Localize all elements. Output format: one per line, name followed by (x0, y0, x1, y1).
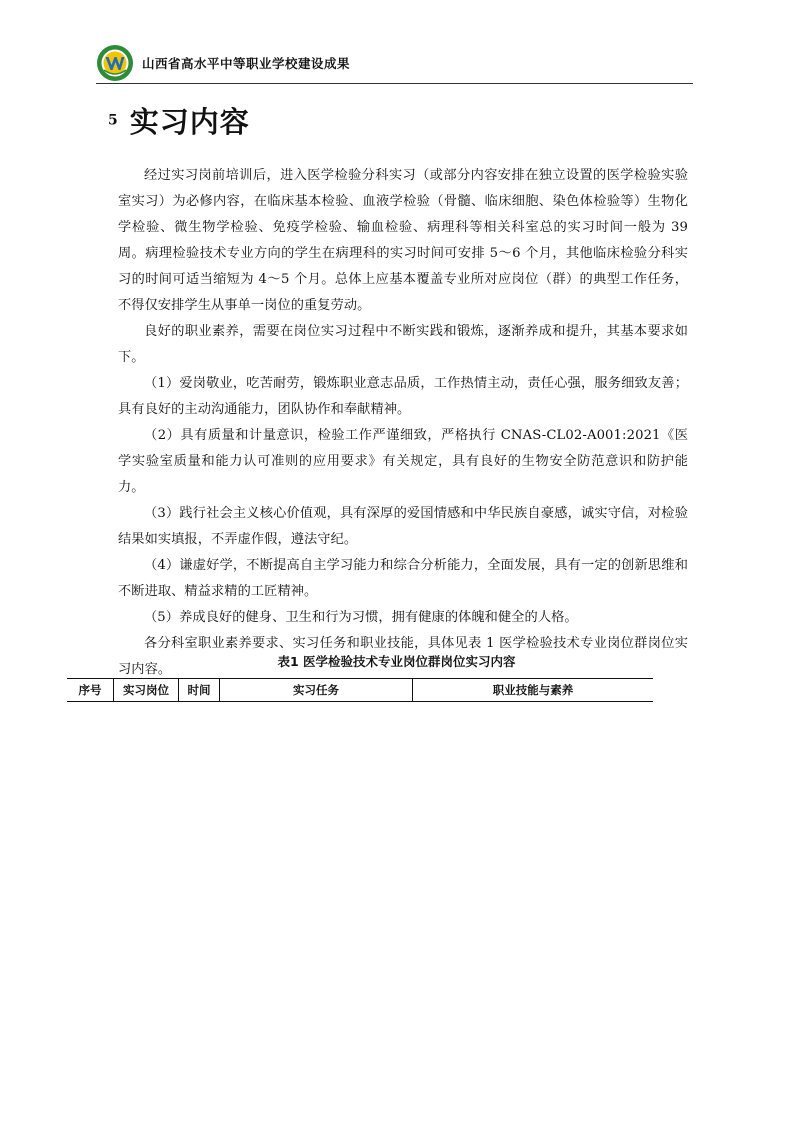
paragraph-item-5: （5）养成良好的健身、卫生和行为习惯，拥有健康的体魄和健全的人格。 (144, 610, 578, 625)
paragraph-item-1: （1）爱岗敬业，吃苦耐劳，锻炼职业意志品质，工作热情主动，责任心强，服务细致友善；具有良好的主动沟通能力，团队协作和奉献精神。 (118, 376, 688, 417)
section-number: 5 (108, 112, 118, 129)
column-header-tasks: 实习任务 (220, 679, 413, 702)
column-header-skills: 职业技能与素养 (413, 679, 654, 702)
paragraph-table-reference: 各分科室职业素养要求、实习任务和职业技能，具体见表 1 医学检验技术专业岗位群岗位实习内容。 (118, 636, 688, 677)
section-title: 实习内容 (129, 105, 250, 139)
column-header-position: 实习岗位 (114, 679, 179, 702)
paragraph-item-2: （2）具有质量和计量意识，检验工作严谨细致，严格执行 CNAS-CL02-A001:2021《医学实验室质量和能力认可准则的应用要求》有关规定，具有良好的生物安全防范意识和防护能力。 (118, 428, 688, 495)
school-name: 山西省高水平中等职业学校建设成果 (142, 56, 351, 71)
paragraph-professionalism: 良好的职业素养，需要在岗位实习过程中不断实践和锻炼，逐渐养成和提升，其基本要求如下。 (118, 324, 688, 365)
page-header (96, 44, 696, 84)
paragraph-item-3: （3）践行社会主义核心价值观，具有深厚的爱国情感和中华民族自豪感，诚实守信，对检验结果如实填报，不弄虚作假，遵法守纪。 (118, 506, 688, 547)
table-caption: 表1 医学检验技术专业岗位群岗位实习内容 (277, 654, 516, 669)
body-text (118, 163, 688, 683)
section-heading (108, 100, 250, 140)
internship-table (67, 678, 653, 702)
header-divider (96, 83, 693, 84)
paragraph-item-4: （4）谦虚好学，不断提高自主学习能力和综合分析能力，全面发展，具有一定的创新思维和不断进取、精益求精的工匠精神。 (118, 558, 688, 599)
column-header-time: 时间 (179, 679, 220, 702)
paragraph-intro: 经过实习岗前培训后，进入医学检验分科实习（或部分内容安排在独立设置的医学检验实验室实习）为必修内容，在临床基本检验、血液学检验（骨髓、临床细胞、染色体检验等）生物化学检验、微生物学检验、免疫学检验、输血检验、病理科等相关科室总的实习时间一般为 39 周。病理检验技术专业方向的学生在病理科的实习时间可安排 5～6 个月，其他临床检验分科实习的时间可适当缩短为 4～5 个月。总体上应基本覆盖专业所对应岗位（群）的典型工作任务，不得仅安排学生从事单一岗位的重复劳动。 (118, 168, 688, 313)
table-header-row (67, 679, 653, 702)
column-header-index: 序号 (67, 679, 114, 702)
school-logo (96, 44, 134, 82)
